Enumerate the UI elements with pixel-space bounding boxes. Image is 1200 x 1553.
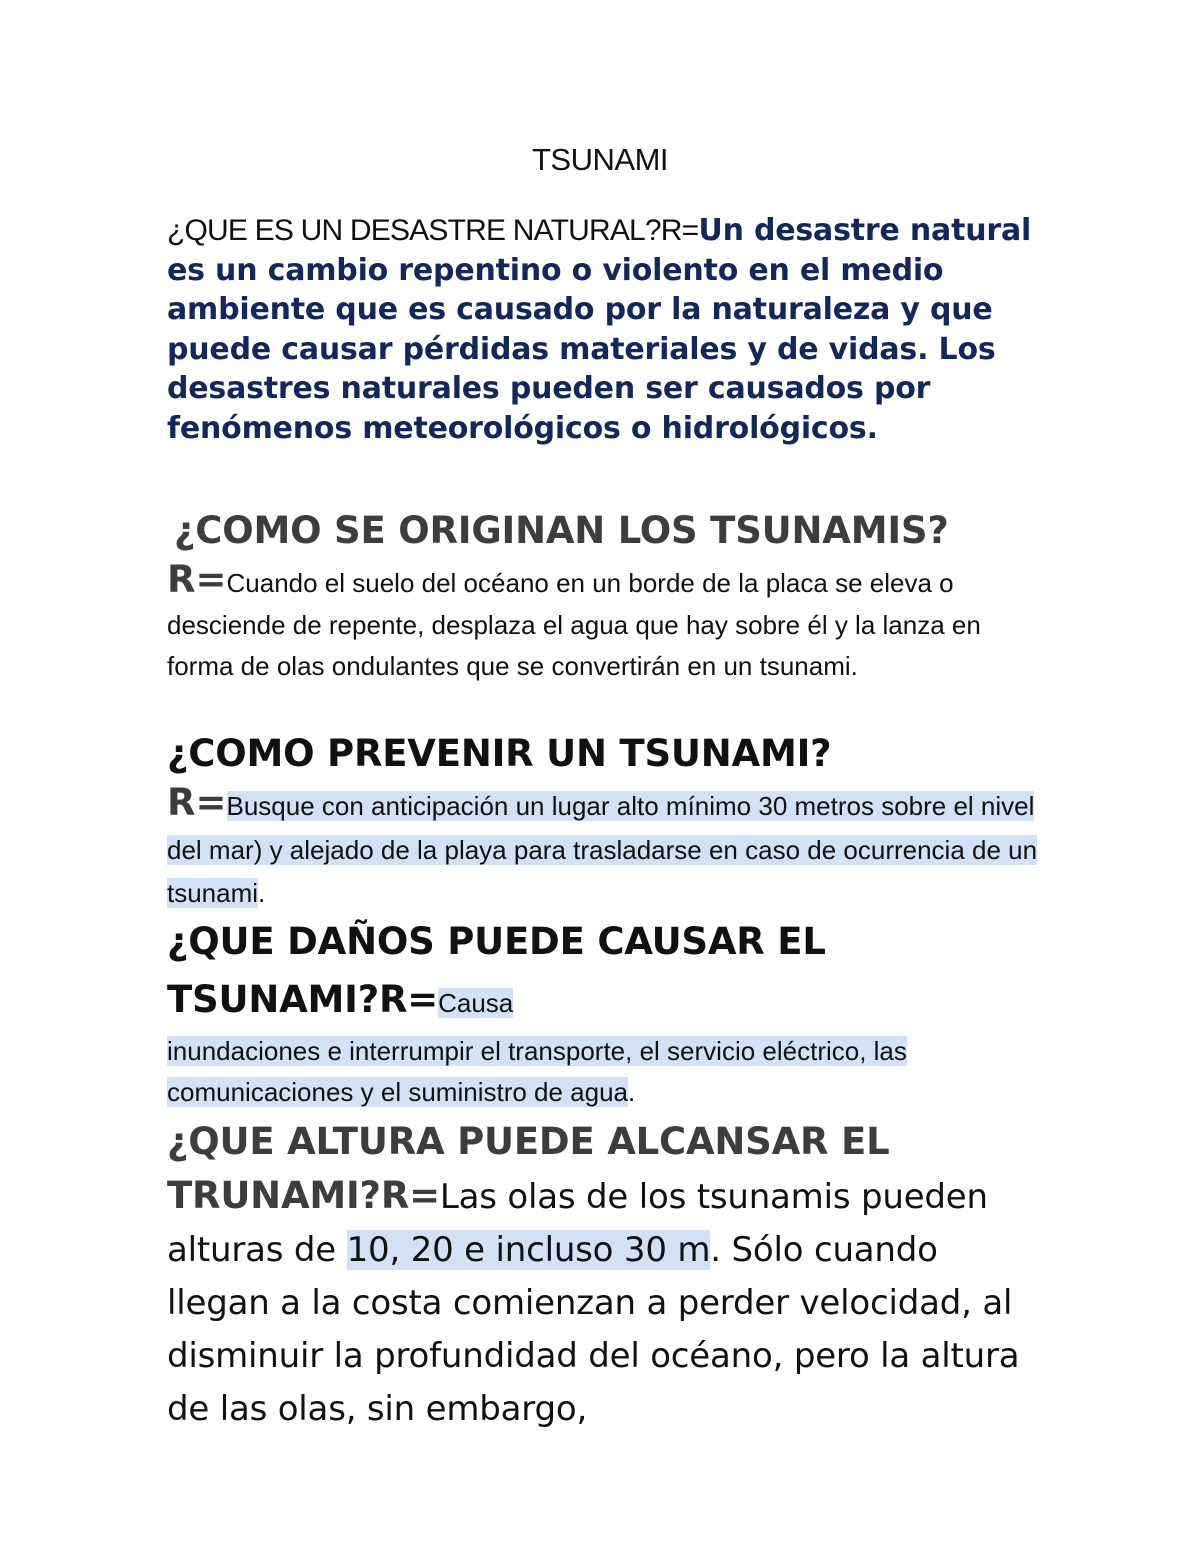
answer-danos-tsunami: inundaciones e interrumpir el transporte, el servicio eléctrico, las comunicaciones y el suministro de agua [167, 1036, 907, 1107]
answer-prefix-prevenir: R= [167, 781, 227, 824]
question-origen-tsunamis: ¿COMO SE ORIGINAN LOS TSUNAMIS? [174, 509, 949, 552]
answer-desastre-natural: Un desastre natural es un cambio repentino o violento en el medio ambiente que es causado por la naturaleza y que puede causar pérdidas materiales y de vidas. Los desastres naturales pueden ser causados por fenómenos meteorológicos o hidrológicos. [167, 213, 1032, 446]
question-danos-tsunami: ¿QUE DAÑOS PUEDE CAUSAR EL TSUNAMI?R= [167, 920, 826, 1021]
section-danos-tsunami [167, 917, 1047, 1033]
answer-start-danos: Causa [438, 988, 514, 1018]
section-altura-tsunami [167, 1119, 1047, 1439]
section-danos-tsunami-continued [167, 1033, 1047, 1115]
question-desastre-natural: ¿QUE ES UN DESASTRE NATURAL?R= [167, 214, 699, 247]
answer-origen-tsunamis: Cuando el suelo del océano en un borde de la placa se eleva o desciende de repente, desplaza el agua que hay sobre él y la lanza en forma de olas ondulantes que se convertirán en un tsunami. [167, 568, 981, 681]
document-title: TSUNAMI [532, 142, 668, 177]
answer-end-danos: . [628, 1077, 636, 1107]
section-prevenir-tsunami [167, 781, 1047, 918]
question-altura-tsunami: ¿QUE ALTURA PUEDE ALCANSAR EL TRUNAMI?R= [167, 1120, 890, 1217]
answer-prefix-origen: R= [167, 558, 227, 601]
answer-end-prevenir: . [258, 878, 266, 908]
answer-altura-part-a: Las olas de los tsunamis pueden alturas de [167, 1177, 988, 1270]
section-origen-tsunamis [167, 558, 1047, 690]
answer-prevenir-tsunami: Busque con anticipación un lugar alto mínimo 30 metros sobre el nivel del mar) y alejado de la playa para trasladarse en caso de ocurrencia de un tsunami [167, 791, 1038, 908]
answer-altura-highlight: 10, 20 e incluso 30 m [346, 1230, 711, 1270]
answer-altura-part-b: . Sólo cuando llegan a la costa comienzan a perder velocidad, al disminuir la profundidad del océano, pero la altura de las olas, sin embargo, [167, 1230, 1020, 1429]
question-prevenir-tsunami: ¿COMO PREVENIR UN TSUNAMI? [167, 732, 832, 775]
section-desastre-natural [167, 211, 1047, 448]
